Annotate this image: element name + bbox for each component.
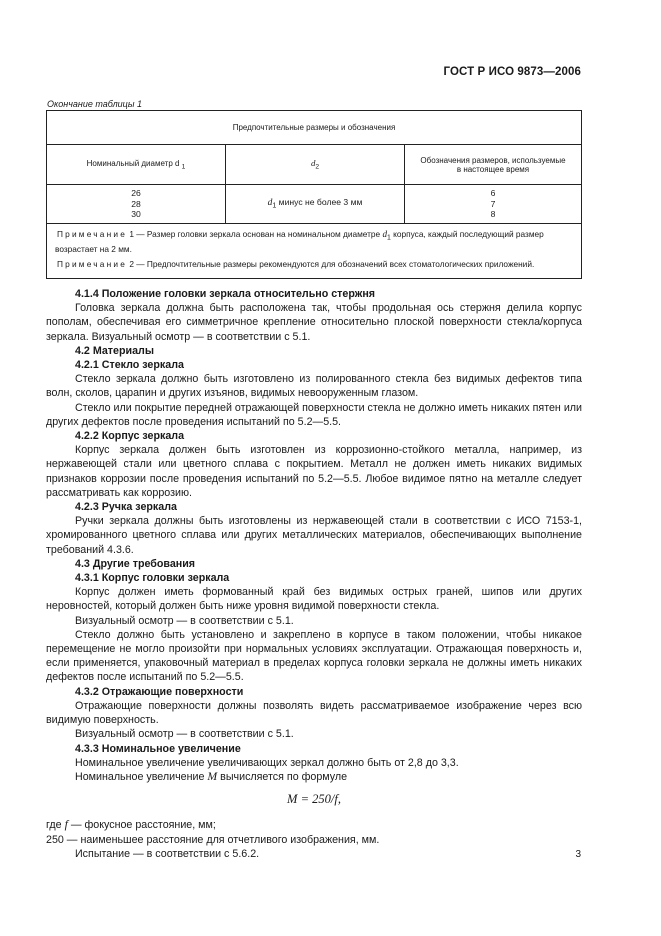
paragraph: Корпус должен иметь формованный край без видимых острых граней, шипов или других неровностей, который должен быть ниже уровня видимой поверхности стекла. bbox=[46, 586, 582, 613]
section-heading: 4.1.4 Положение головки зеркала относительно стержня bbox=[75, 288, 376, 300]
section-heading: 4.2.1 Стекло зеркала bbox=[75, 359, 184, 372]
paragraph: Стекло должно быть установлено и закреплено в корпусе в таком положении, чтобы никакое перемещение не могло произойти при нормальных условиях эксплуатации. Отражающая поверхность и, если применяется, упаковочный материал в пределах корпуса головки зеркала не должны иметь никаких дефектов после испытаний по 5.2—5.5. bbox=[46, 628, 582, 684]
paragraph: Стекло или покрытие передней отражающей поверхности стекла не должно иметь никаких пятен или других дефектов после проведения испытаний по 5.2—5.5. bbox=[46, 401, 582, 428]
paragraph: Корпус зеркала должен быть изготовлен из коррозионно-стойкого металла, например, из нержавеющей стали или цветного сплава с покрытием. Металл не должен иметь никаких видимых признаков коррозии после проведения испытаний по 5.2—5.5. Любое видимое пятно на металле следует рассматривать как коррозию. bbox=[46, 444, 582, 499]
col1-values bbox=[47, 185, 226, 224]
document-header: ГОСТ Р ИСО 9873—2006 bbox=[443, 66, 581, 78]
paragraph: Головка зеркала должна быть расположена так, чтобы продольная ось стержня делила корпус пополам, обеспечивая его симметричное крепление относительно плоской поверхности стекла/корпуса зеркала. Визуальный осмотр — в соответствии с 5.1. bbox=[46, 302, 582, 343]
section-heading: 4.3.3 Номинальное увеличение bbox=[75, 742, 241, 755]
col3-header: Обозначения размеров, используемые в настоящее время bbox=[405, 145, 582, 185]
table-notes bbox=[47, 224, 582, 279]
where-clause: где f — фокусное расстояние, мм; bbox=[46, 818, 216, 832]
table-caption: Окончание таблицы 1 bbox=[47, 99, 142, 109]
page-number: 3 bbox=[575, 849, 581, 860]
formula: M = 250/f, bbox=[287, 792, 341, 807]
paragraph: Номинальное увеличение M вычисляется по формуле bbox=[75, 769, 348, 783]
table-cell: 8 bbox=[490, 209, 496, 220]
paragraph: Номинальное увеличение увеличивающих зеркал должно быть от 2,8 до 3,3. bbox=[75, 756, 459, 769]
where-clause: 250 — наименьшее расстояние для отчетливого изображения, мм. bbox=[46, 833, 380, 846]
col1-header: Номинальный диаметр d $_1$ bbox=[47, 145, 226, 185]
section-heading: 4.3 Другие требования bbox=[75, 557, 196, 570]
section-heading: 4.2 Материалы bbox=[75, 344, 154, 357]
paragraph: Стекло зеркала должно быть изготовлено из полированного стекла без видимых дефектов типа волн, сколов, царапин и других изъянов, видимых невооруженным глазом. bbox=[46, 373, 582, 400]
section-heading: 4.2.2 Корпус зеркала bbox=[75, 430, 185, 443]
paragraph: Визуальный осмотр — в соответствии с 5.1. bbox=[75, 614, 294, 627]
body-text bbox=[46, 287, 582, 861]
table-cell: 30 bbox=[131, 209, 141, 220]
table-cell: 28 bbox=[131, 198, 141, 209]
note-2: Примечание 2 — Предпочтительные размеры рекомендуются для обозначений всех стоматологических приложений. bbox=[57, 259, 535, 270]
section-heading: 4.2.3 Ручка зеркала bbox=[75, 501, 177, 514]
table-cell: 6 bbox=[490, 188, 496, 199]
paragraph: Ручки зеркала должны быть изготовлены из нержавеющей стали в соответствии с ИСО 7153-1, хромированного цветного сплава или других металлических материалов, обеспечивающих выполнение требований 4.3.6. bbox=[46, 515, 582, 556]
col2-value: $d_1$ минус не более 3 мм bbox=[226, 185, 405, 224]
paragraph: Визуальный осмотр — в соответствии с 5.1. bbox=[75, 728, 294, 741]
paragraph: Отражающие поверхности должны позволять видеть рассматриваемое изображение через всю видимую поверхность. bbox=[46, 699, 582, 727]
table-cell: 7 bbox=[490, 198, 496, 209]
dimensions-table bbox=[46, 110, 582, 279]
table-group-header: Предпочтительные размеры и обозначения bbox=[47, 111, 582, 145]
note-1: Примечание 1 — Размер головки зеркала основан на номинальном диаметре $d_1$ корпуса, каждый последующий размер возрастает на 2 мм. bbox=[55, 229, 544, 255]
col2-header: $d_2$ bbox=[226, 145, 405, 185]
table-cell: 26 bbox=[131, 188, 141, 199]
section-heading: 4.3.1 Корпус головки зеркала bbox=[75, 572, 230, 585]
section-heading: 4.3.2 Отражающие поверхности bbox=[75, 685, 244, 698]
col3-values bbox=[405, 185, 582, 224]
paragraph: Испытание — в соответствии с 5.6.2. bbox=[75, 847, 260, 860]
